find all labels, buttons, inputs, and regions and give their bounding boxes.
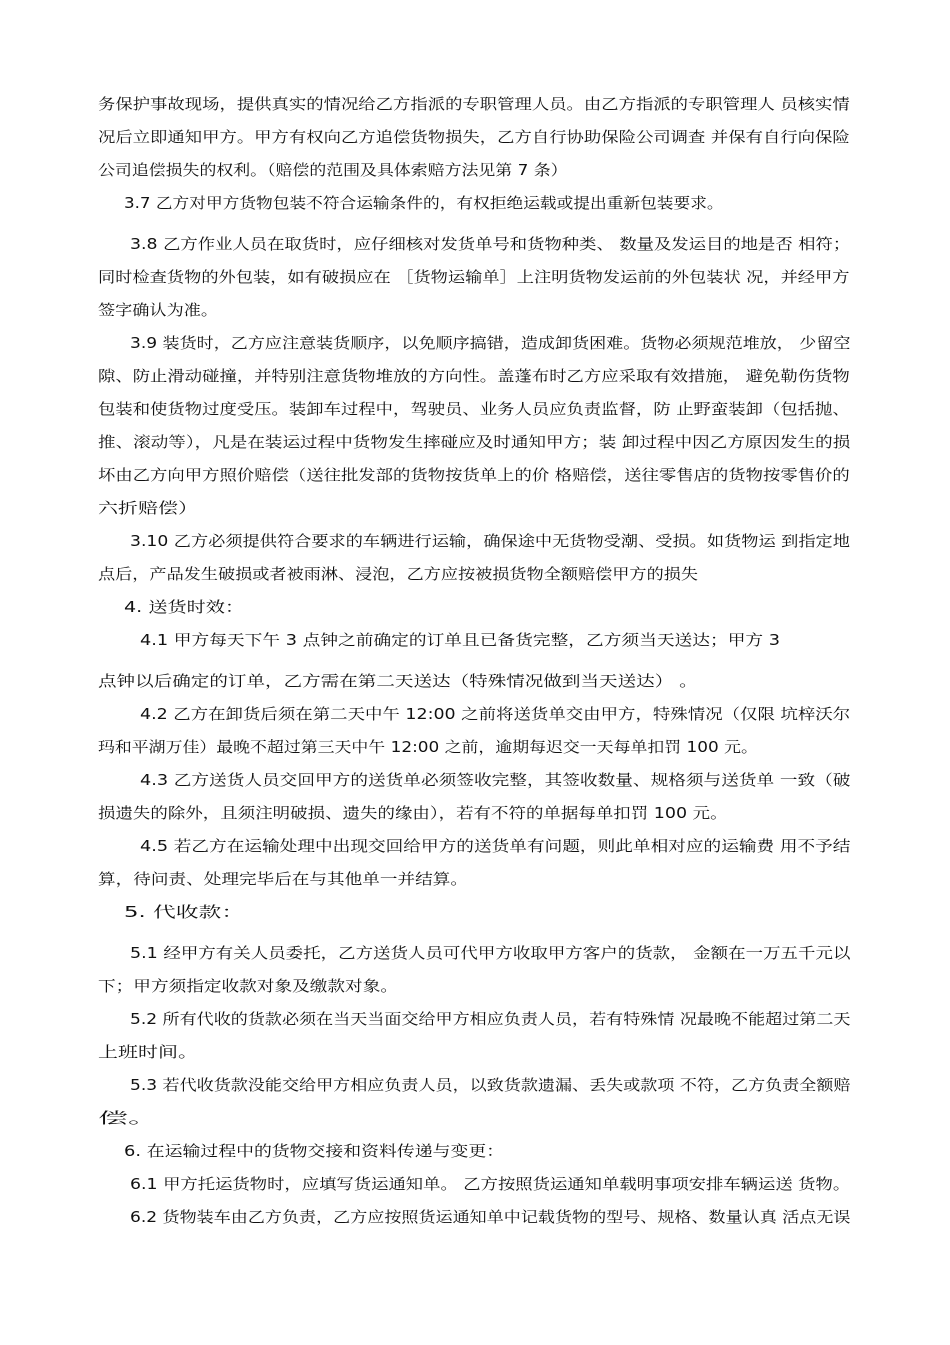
text-line-20: 玛和平湖万佳）最晚不超过第三天中午 12:00 之前，逾期每迟交一天每单扣罚 100 元。 [98,738,758,756]
text-line-4: 3.7 乙方对甲方货物包装不符合运输条件的，有权拒绝运载或提出重新包装要求。 [124,194,724,212]
text-line-5: 3.8 乙方作业人员在取货时，应仔细核对发货单号和货物种类、 数量及发运目的地是否 相符； [130,235,851,253]
text-line-16: 4. 送货时效： [124,598,245,616]
text-line-1: 务保护事故现场，提供真实的情况给乙方指派的专职管理人员。由乙方指派的专职管理人 员核实情 [98,95,850,113]
text-line-14: 3.10 乙方必须提供符合要求的车辆进行运输，确保途中无货物受潮、受损。如货物运 到指定地 [130,532,850,550]
text-line-33: 6.1 甲方托运货物时，应填写货运通知单。 乙方按照货运通知单载明事项安排车辆运送 货物。 [130,1175,851,1193]
text-line-17: 4.1 甲方每天下午 3 点钟之前确定的订单且已备货完整，乙方须当天送达；甲方 3 [140,631,781,649]
text-line-8: 3.9 装货时，乙方应注意装货顺序，以免顺序搞错，造成卸货困难。货物必须规范堆放， 少留空 [130,334,851,352]
text-line-3: 公司追偿损失的权利。（赔偿的范围及具体索赔方法见第 7 条） [98,161,568,179]
text-line-15: 点后，产品发生破损或者被雨淋、浸泡，乙方应按被损货物全额赔偿甲方的损失 [98,565,699,583]
text-line-29: 上班时间。 [98,1043,199,1061]
text-line-28: 5.2 所有代收的货款必须在当天当面交给甲方相应负责人员，若有特殊情 况最晚不能超过第二天 [130,1010,851,1028]
text-line-23: 4.5 若乙方在运输处理中出现交回给甲方的送货单有问题，则此单相对应的运输费 用不予结 [140,837,851,855]
text-line-24: 算，待问责、处理完毕后在与其他单一并结算。 [98,870,469,888]
text-line-31: 偿。 [98,1109,159,1127]
text-line-32: 6. 在运输过程中的货物交接和资料传递与变更： [124,1142,505,1160]
text-line-10: 包装和使货物过度受压。装卸车过程中，驾驶员、业务人员应负责监督，防 止野蛮装卸（包括抛、 [98,400,850,418]
text-line-6: 同时检查货物的外包装，如有破损应在 ［货物运输单］上注明货物发运前的外包装状 况，并经甲方 [98,268,850,286]
text-line-13: 六折赔偿） [98,499,199,517]
text-line-19: 4.2 乙方在卸货后须在第二天中午 12:00 之前将送货单交由甲方，特殊情况（仅限 坑梓沃尔 [140,705,851,723]
text-line-22: 损遗失的除外，且须注明破损、遗失的缘由），若有不符的单据每单扣罚 100 元。 [98,804,728,822]
text-line-2: 况后立即通知甲方。甲方有权向乙方追偿货物损失，乙方自行协助保险公司调查 并保有自行向保险 [98,128,850,146]
text-line-9: 隙、防止滑动碰撞，并特别注意货物堆放的方向性。盖蓬布时乙方应采取有效措施， 避免勒伤货物 [98,367,850,385]
text-line-12: 坏由乙方向甲方照价赔偿（送往批发部的货物按货单上的价 格赔偿，送往零售店的货物按零售价的 [98,466,850,484]
text-line-30: 5.3 若代收货款没能交给甲方相应负责人员，以致货款遗漏、丢失或款项 不符，乙方负责全额赔 [130,1076,851,1094]
text-line-11: 推、滚动等），凡是在装运过程中货物发生摔碰应及时通知甲方；装 卸过程中因乙方原因发生的损 [98,433,851,451]
text-line-25: 5. 代收款： [124,903,245,921]
text-line-34: 6.2 货物装车由乙方负责，乙方应按照货运通知单中记载货物的型号、规格、数量认真 活点无误 [130,1208,851,1226]
text-line-21: 4.3 乙方送货人员交回甲方的送货单必须签收完整，其签收数量、规格须与送货单 一致（破 [140,771,851,789]
text-line-7: 签字确认为准。 [98,301,219,319]
text-line-26: 5.1 经甲方有关人员委托，乙方送货人员可代甲方收取甲方客户的货款， 金额在一万五千元以 [130,944,851,962]
text-line-18: 点钟以后确定的订单，乙方需在第二天送达（特殊情况做到当天送达） 。 [98,672,698,690]
text-line-27: 下；甲方须指定收款对象及缴款对象。 [98,977,399,995]
